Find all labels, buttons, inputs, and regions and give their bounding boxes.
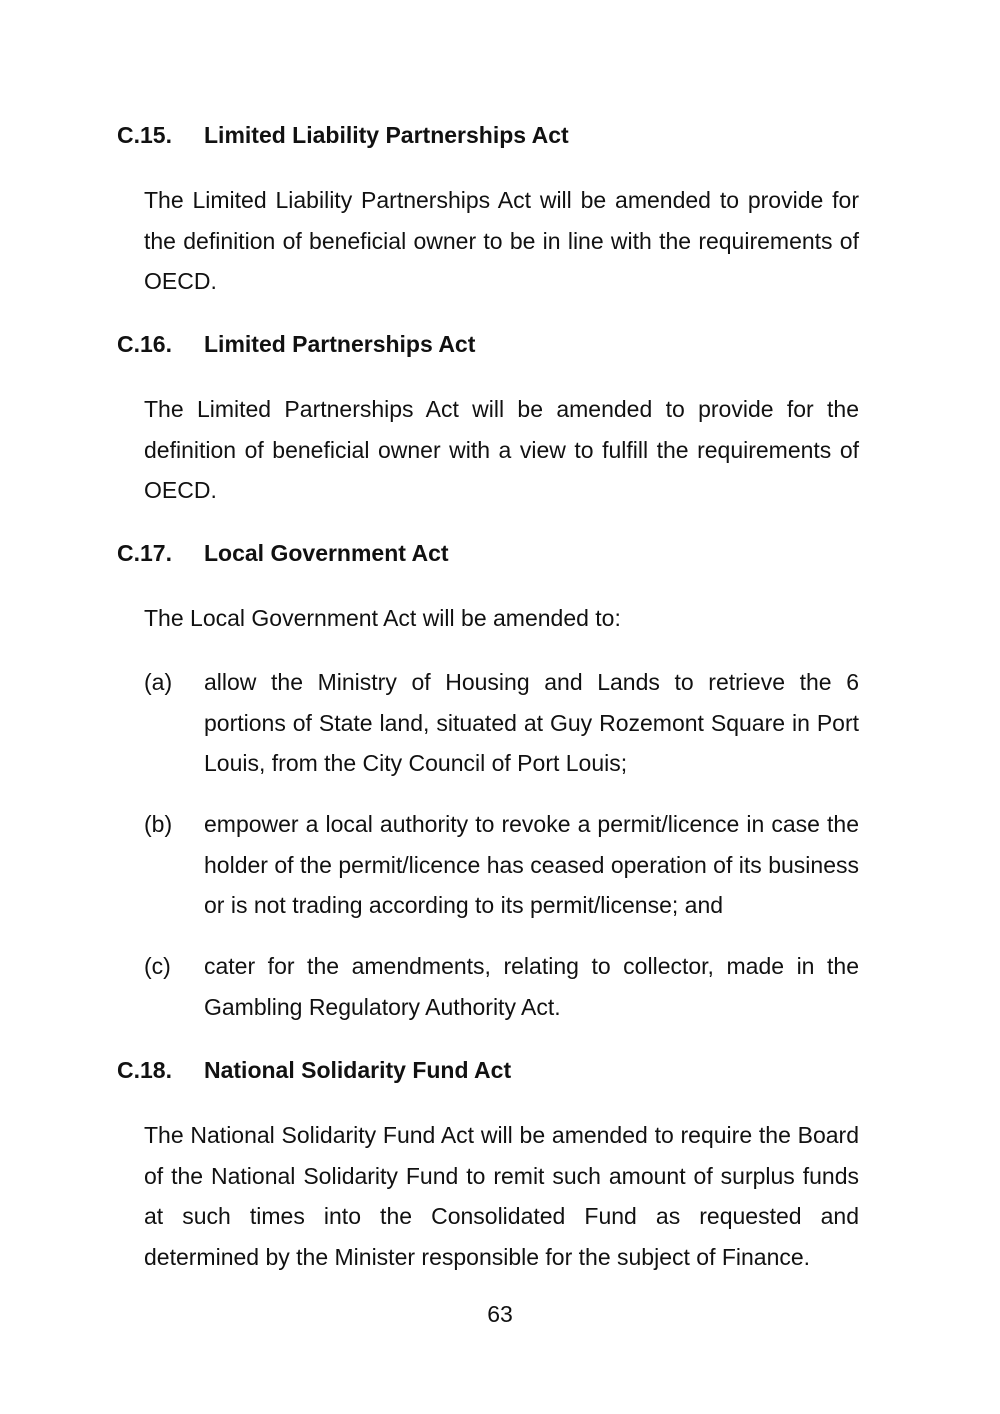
list-item-label: (c) [144,953,171,979]
section-paragraph: The Limited Partnerships Act will be amended to provide for the definition of beneficial owner with a view to fulfill the requirements of OECD. [144,396,859,503]
list-item-label: (a) [144,669,173,695]
section-title: Limited Partnerships Act [204,331,476,357]
section-paragraph: The Local Government Act will be amended to: [144,605,621,631]
section-number: C.16. [117,331,172,357]
list-item [144,804,859,926]
section-title: Limited Liability Partnerships Act [204,122,569,148]
section-paragraph: The Limited Liability Partnerships Act will be amended to provide for the definition of beneficial owner to be in line with the requirements of OECD. [144,187,859,294]
section-number: C.17. [117,540,172,566]
section-title: Local Government Act [204,540,449,566]
section-heading [117,121,859,149]
section-title: National Solidarity Fund Act [204,1057,512,1083]
section-heading [117,1056,859,1084]
list-item [144,662,859,784]
page-number: 63 [487,1301,513,1327]
section-paragraph: The National Solidarity Fund Act will be amended to require the Board of the National Solidarity Fund to remit such amount of surplus funds at such times into the Consolidated Fund as requested and determined by the Minister responsible for the subject of Finance. [144,1122,859,1270]
section-c16 [117,330,859,358]
list-item [144,946,859,1027]
section-c17 [117,539,859,567]
section-heading [117,330,859,358]
section-heading [117,539,859,567]
list-item-text: cater for the amendments, relating to collector, made in the Gambling Regulatory Authority Act. [204,953,859,1020]
list-item-text: allow the Ministry of Housing and Lands to retrieve the 6 portions of State land, situated at Guy Rozemont Square in Port Louis, from the City Council of Port Louis; [204,669,859,776]
section-number: C.18. [117,1057,172,1083]
list-item-label: (b) [144,811,173,837]
section-number: C.15. [117,122,172,148]
section-c15 [117,121,859,149]
section-c18 [117,1056,859,1084]
list-item-text: empower a local authority to revoke a permit/licence in case the holder of the permit/licence has ceased operation of its business or is not trading according to its permit/license; and [204,811,859,918]
